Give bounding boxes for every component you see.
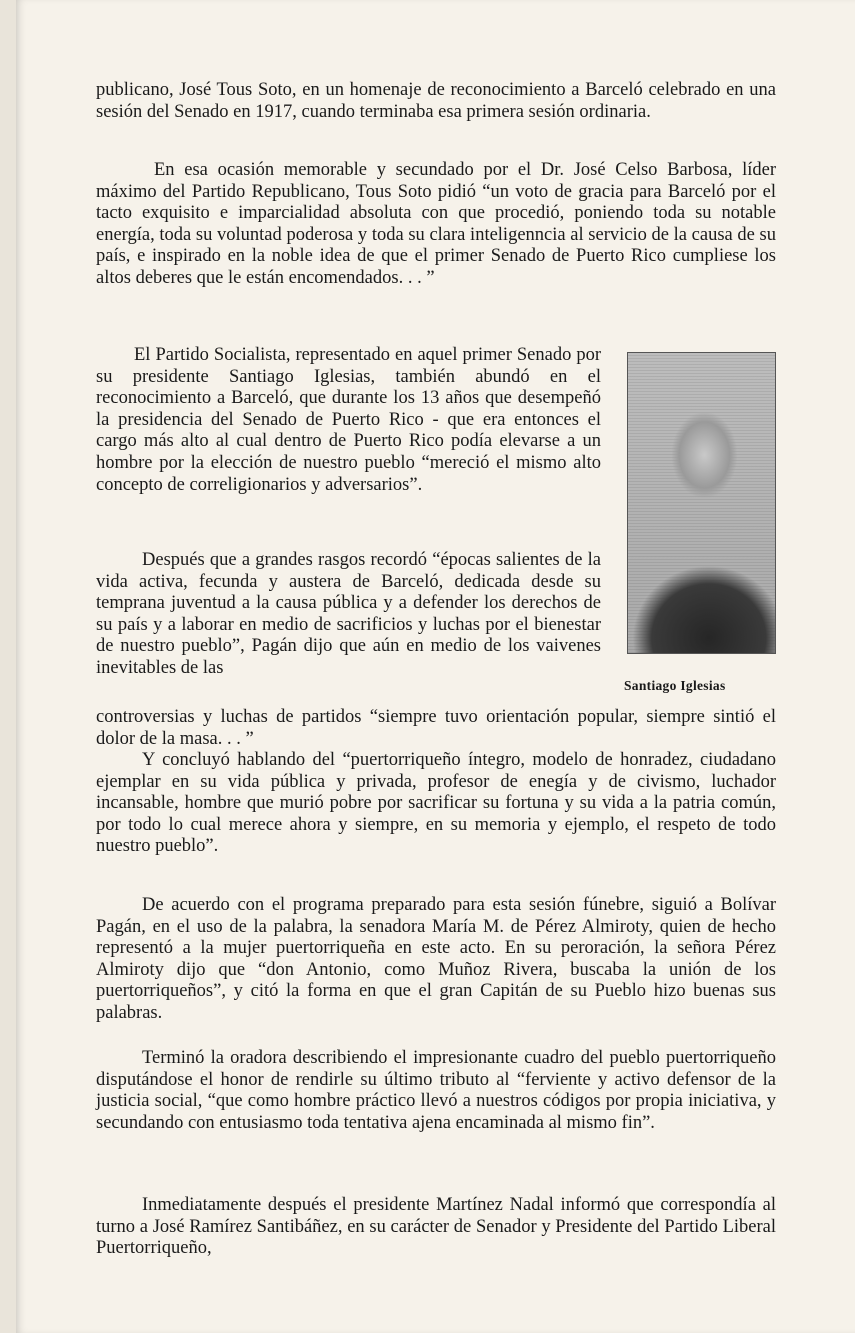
photo-caption: Santiago Iglesias	[624, 678, 726, 693]
paragraph-oradora-closing: Terminó la oradora describiendo el impresionante cuadro del pueblo puertorriqueño disputándose el honor de rendirle su último tributo al “ferviente y activo defensor de la justicia social, “que como hombre práctico llevó a nuestros códigos por propia iniciativa, y secundando con entusiasmo toda tentativa ajena encaminada al mismo fin”.	[96, 1048, 776, 1133]
paragraph-pagan-recollection: Después que a grandes rasgos recordó “épocas salientes de la vida activa, fecunda y austera de Barceló, dedicada desde su temprana juventud a la causa pública y a defender los derechos de su país y a laborar en medio de sacrificios y luchas por el bienestar de nuestro pueblo”, Pagán dijo que aún en medio de los vaivenes inevitables de las	[96, 550, 601, 678]
paragraph-pagan-continuation: controversias y luchas de partidos “siempre tuvo orientación popular, siempre sintió el dolor de la masa. . . ”	[96, 707, 776, 749]
paragraph-concluding-words: Y concluyó hablando del “puertorriqueño íntegro, modelo de honradez, ciudadano ejemplar en su vida pública y privada, profesor de enegía y de civismo, luchador incansable, hombre que murió pobre por sacrificar su fortuna y su vida a la patria común, por todo lo cual merece ahora y siempre, en su memoria y ejemplo, el respeto de todo nuestro pueblo”.	[96, 750, 776, 857]
paragraph-partido-socialista: El Partido Socialista, representado en aquel primer Senado por su presidente Santiago Iglesias, también abundó en el reconocimiento a Barceló, que durante los 13 años que desempeñó la presidencia del Senado de Puerto Rico - que era entonces el cargo más alto al cual dentro de Puerto Rico podía elevarse a un hombre por la elección de nuestro pueblo “mereció el mismo alto concepto de correligionarios y adversarios”.	[96, 345, 601, 495]
paragraph-perez-almiroty: De acuerdo con el programa preparado para esta sesión fúnebre, siguió a Bolívar Pagán, en el uso de la palabra, la senadora María M. de Pérez Almiroty, quien de hecho representó a la mujer puertorriqueña en este acto. En su peroración, la señora Pérez Almiroty dijo que “don Antonio, como Muñoz Rivera, buscaba la unión de los puertorriqueños”, y citó la forma en que el gran Capitán de su Pueblo hizo buenas sus palabras.	[96, 895, 776, 1023]
paragraph-martinez-nadal: Inmediatamente después el presidente Martínez Nadal informó que correspondía al turno a José Ramírez Santibáñez, en su carácter de Senador y Presidente del Partido Liberal Puertorriqueño,	[96, 1195, 776, 1259]
paragraph-tous-soto-homage: publicano, José Tous Soto, en un homenaje de reconocimiento a Barceló celebrado en una sesión del Senado en 1917, cuando terminaba esa primera sesión ordinaria.	[96, 80, 776, 122]
paragraph-vote-of-thanks: En esa ocasión memorable y secundado por el Dr. José Celso Barbosa, líder máximo del Partido Republicano, Tous Soto pidió “un voto de gracia para Barceló por el tacto exquisito e imparcialidad absoluta con que procedió, poniendo toda su notable energía, toda su voluntad poderosa y toda su clara inteligennciа al servicio de la causa de su país, e inspirado en la noble idea de que el primer Senado de Puerto Rico cumpliese los altos deberes que le están encomendados. . . ”	[96, 160, 776, 288]
document-page	[16, 0, 855, 1333]
portrait-photo-santiago-iglesias	[627, 352, 776, 654]
